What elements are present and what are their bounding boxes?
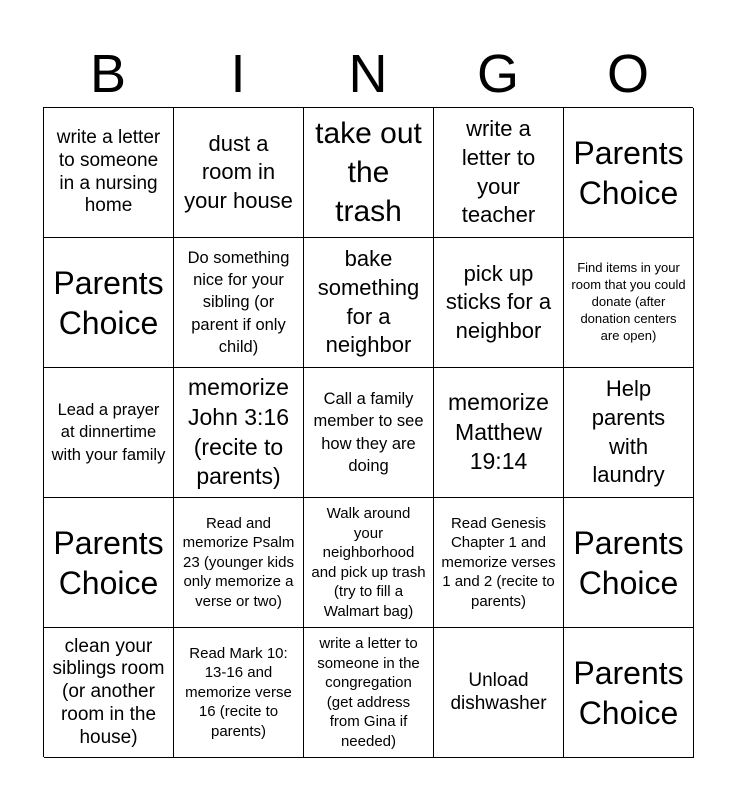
header-letter-g: G bbox=[476, 44, 519, 104]
bingo-cell: take out the trash bbox=[304, 108, 434, 238]
bingo-cell: Parents Choice bbox=[564, 628, 694, 758]
bingo-board bbox=[43, 107, 693, 757]
bingo-cell: write a letter to someone in the congregation (get address from Gina if needed) bbox=[304, 628, 434, 758]
bingo-cell: Parents Choice bbox=[44, 238, 174, 368]
bingo-cell: Walk around your neighborhood and pick up trash (try to fill a Walmart bag) bbox=[304, 498, 434, 628]
bingo-cell: Read Mark 10: 13-16 and memorize verse 16 (recite to parents) bbox=[174, 628, 304, 758]
bingo-cell: pick up sticks for a neighbor bbox=[434, 238, 564, 368]
header-letter-i: I bbox=[230, 44, 246, 104]
bingo-cell: Parents Choice bbox=[44, 498, 174, 628]
bingo-cell: write a letter to your teacher bbox=[434, 108, 564, 238]
header-letter-n: N bbox=[348, 44, 388, 104]
bingo-cell: memorize John 3:16 (recite to parents) bbox=[174, 368, 304, 498]
bingo-cell: Find items in your room that you could donate (after donation centers are open) bbox=[564, 238, 694, 368]
bingo-header bbox=[43, 40, 693, 108]
bingo-cell: write a letter to someone in a nursing home bbox=[44, 108, 174, 238]
bingo-cell: Read Genesis Chapter 1 and memorize verses 1 and 2 (recite to parents) bbox=[434, 498, 564, 628]
bingo-cell: clean your siblings room (or another room in the house) bbox=[44, 628, 174, 758]
bingo-cell: Unload dishwasher bbox=[434, 628, 564, 758]
bingo-cell: Do something nice for your sibling (or parent if only child) bbox=[174, 238, 304, 368]
bingo-cell: Parents Choice bbox=[564, 498, 694, 628]
bingo-cell: Read and memorize Psalm 23 (younger kids only memorize a verse or two) bbox=[174, 498, 304, 628]
header-letter-b: B bbox=[89, 44, 127, 104]
bingo-cell: Lead a prayer at dinnertime with your family bbox=[44, 368, 174, 498]
bingo-cell: dust a room in your house bbox=[174, 108, 304, 238]
bingo-cell: memorize Matthew 19:14 bbox=[434, 368, 564, 498]
header-letter-o: O bbox=[606, 44, 649, 104]
bingo-cell: bake something for a neighbor bbox=[304, 238, 434, 368]
bingo-cell: Parents Choice bbox=[564, 108, 694, 238]
bingo-cell: Help parents with laundry bbox=[564, 368, 694, 498]
bingo-cell: Call a family member to see how they are doing bbox=[304, 368, 434, 498]
